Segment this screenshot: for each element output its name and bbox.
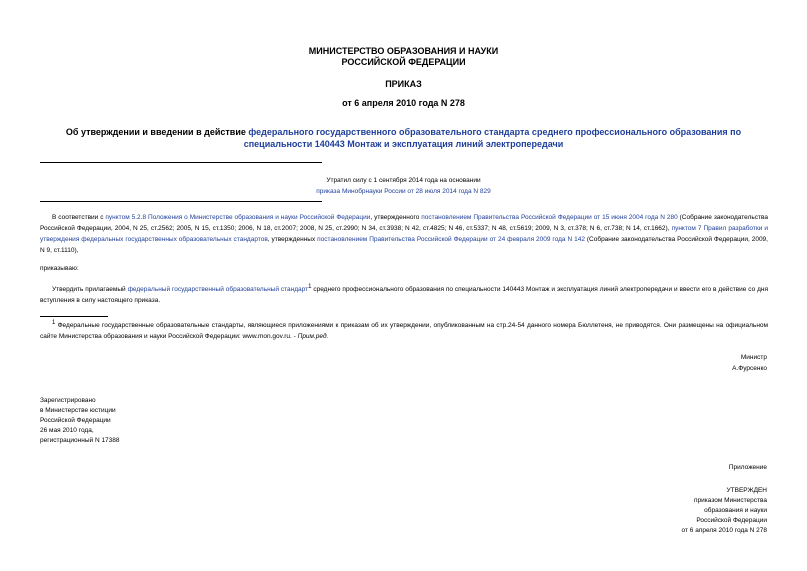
divider-top [40,162,322,163]
p1-text-3: (Собрание законодательства Российской Федерации, 2004, N 25, ст.2562; 2005, N 15, ст.1350; 2006, N 18, ст.2007; 2008, N 25, ст.2990; N 34, ст.3938; N 42, ст.4825; N 46, ст.5337; N 48, ст.5619; 2009, N 3, ст.378; N 6, ст.738; N 14, ст.1662), [40,214,768,232]
lost-force-note [0,175,807,197]
preamble-paragraph [40,212,768,256]
p1-text-4: , утвержденных [267,236,318,243]
registration-line: Российской Федерации [40,417,111,424]
p1-link-regulation[interactable]: пунктом 5.2.8 Положения о Министерстве образования и науки Российской Федерации [105,214,371,221]
p3-link-standard[interactable]: федеральный государственный образовательный стандарт [127,286,309,293]
p1-text-2: , утвержденного [370,214,422,221]
signature-title: Министр [740,354,767,361]
approval-line: УТВЕРЖДЕН [726,487,767,494]
ministry-line-2: РОССИЙСКОЙ ФЕДЕРАЦИИ [341,57,466,67]
signature-name: А.Фурсенко [732,365,767,372]
p3-text-2: среднего профессионального образования по специальности 140443 Монтаж и эксплуатация линий электропередачи и ввести его в действие со дня вступления в силу настоящего приказа. [40,286,769,304]
footnote [40,320,768,342]
doc-title [40,126,767,150]
appendix-label: Приложение [728,464,767,471]
signature-block [567,352,767,374]
approval-line: от 6 апреля 2010 года N 278 [681,527,767,534]
title-standard-link[interactable]: федерального государственного образовательного стандарта среднего профессионального образования по специальности 140443 Монтаж и эксплуатация линий электропередачи [243,127,742,149]
p3-text-1: Утвердить прилагаемый [52,286,128,293]
lost-force-link[interactable]: приказа Минобрнауки России от 28 июля 2014 года N 829 [316,188,491,195]
registration-line: регистрационный N 17388 [40,437,120,444]
p1-text-5: (Собрание законодательства Российской Федерации, 2009, N 9, ст.1110), [40,236,768,254]
footnote-mark: 1 [52,319,56,326]
approval-line: образования и науки [704,507,767,514]
lost-force-line: Утратил силу с 1 сентября 2014 года на основании [326,177,481,184]
footnote-text: Федеральные государственные образовательные стандарты, являющиеся приложениями к приказам об их утверждении, опубликованным на стр.24-54 данного номера Бюллетеня, не приводятся. Они размещены на официальном сайте Министерства образования и науки Российской Федерации: www.mon.gov.ru. - [40,322,768,340]
p1-link-rules[interactable]: пунктом 7 Правил разработки и утверждения федеральных государственных образовательных стандартов [40,225,769,243]
divider-bottom [40,201,322,202]
approval-line: Российской Федерации [696,517,767,524]
p3-footnote-mark[interactable]: 1 [308,283,312,290]
registration-line: Зарегистрировано [40,397,96,404]
approval-block [567,486,767,536]
ministry-header [0,46,807,68]
footnote-editor-note: Прим.ред. [297,333,329,340]
doc-date: от 6 апреля 2010 года N 278 [342,98,465,108]
doc-type: ПРИКАЗ [385,79,422,89]
ministry-line-1: МИНИСТЕРСТВО ОБРАЗОВАНИЯ И НАУКИ [308,46,499,56]
approval-line: приказом Министерства [694,497,767,504]
footnote-divider [40,316,108,317]
registration-block [40,396,240,446]
title-prefix: Об утверждении и введении в действие [65,127,249,137]
p1-link-decree-280[interactable]: постановлением Правительства Российской Федерации от 15 июня 2004 года N 280 [421,214,678,221]
p1-text-1: В соответствии с [52,214,106,221]
p1-link-decree-142[interactable]: постановлением Правительства Российской Федерации от 24 февраля 2009 года N 142 [317,236,585,243]
registration-line: в Министерстве юстиции [40,407,116,414]
order-word: приказываю: [40,265,79,272]
order-paragraph [40,284,768,306]
registration-line: 26 мая 2010 года, [40,427,94,434]
